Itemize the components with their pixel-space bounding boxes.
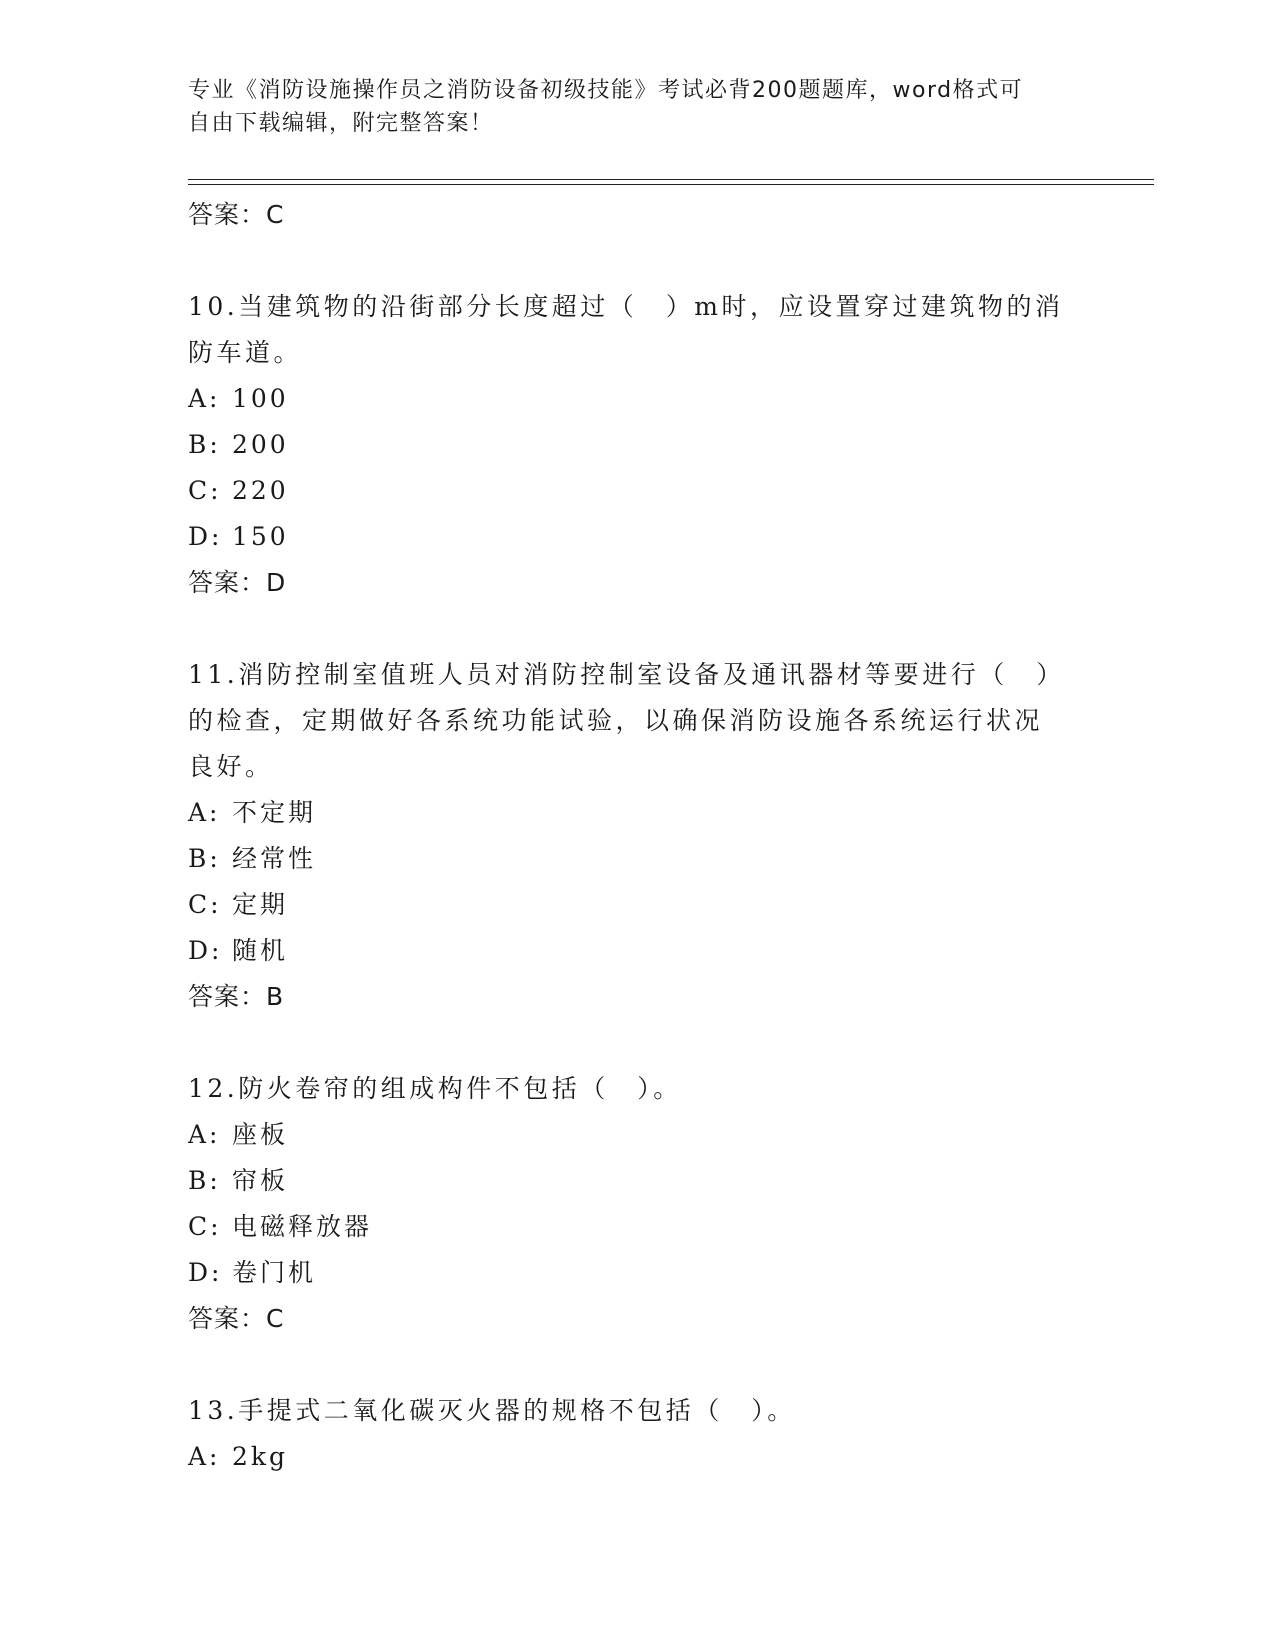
option-text: 150 xyxy=(232,522,289,551)
option-a xyxy=(188,376,1088,422)
option-letter: B: xyxy=(188,1166,221,1195)
option-text: 随机 xyxy=(232,936,289,965)
option-c xyxy=(188,882,1088,928)
option-a xyxy=(188,1112,1088,1158)
option-letter: C: xyxy=(188,1212,222,1241)
option-text: 220 xyxy=(232,476,289,505)
header-line-2: 自由下载编辑，附完整答案！ xyxy=(188,111,494,136)
option-b xyxy=(188,1158,1088,1204)
question-block xyxy=(188,284,1088,606)
question-text-line: 12.防火卷帘的组成构件不包括（ ）。 xyxy=(188,1074,682,1103)
option-c xyxy=(188,1204,1088,1250)
option-d xyxy=(188,928,1088,974)
question-block xyxy=(188,1388,1088,1480)
question-text-line: 良好。 xyxy=(188,752,274,781)
option-a xyxy=(188,790,1088,836)
option-b xyxy=(188,836,1088,882)
option-text: 定期 xyxy=(232,890,289,919)
option-text: 座板 xyxy=(232,1120,289,1149)
option-text: 不定期 xyxy=(232,798,317,827)
option-letter: B: xyxy=(188,430,221,459)
question-block xyxy=(188,652,1088,1020)
question-text-line: 11.消防控制室值班人员对消防控制室设备及通讯器材等要进行（ ） xyxy=(188,660,1065,689)
spacer xyxy=(188,1342,1088,1388)
option-text: 经常性 xyxy=(232,844,317,873)
option-text: 2kg xyxy=(232,1442,289,1471)
option-text: 100 xyxy=(232,384,289,413)
question-text-line: 的检查，定期做好各系统功能试验，以确保消防设施各系统运行状况 xyxy=(188,706,1044,735)
option-letter: A: xyxy=(188,384,221,413)
option-text: 电磁释放器 xyxy=(232,1212,373,1241)
spacer xyxy=(188,238,1088,284)
option-d xyxy=(188,514,1088,560)
question-text-line: 10.当建筑物的沿街部分长度超过（ ）m时，应设置穿过建筑物的消 xyxy=(188,292,1064,321)
document-header xyxy=(188,74,1068,140)
option-d xyxy=(188,1250,1088,1296)
option-letter: D: xyxy=(188,936,223,965)
question-list xyxy=(188,192,1088,1480)
previous-answer: 答案：C xyxy=(188,200,285,229)
option-c xyxy=(188,468,1088,514)
option-letter: A: xyxy=(188,1120,221,1149)
option-letter: B: xyxy=(188,844,221,873)
option-text: 卷门机 xyxy=(232,1258,317,1287)
option-letter: C: xyxy=(188,890,222,919)
option-letter: D: xyxy=(188,1258,223,1287)
option-letter: A: xyxy=(188,1442,221,1471)
question-block xyxy=(188,1066,1088,1342)
question-text-line: 防车道。 xyxy=(188,338,303,367)
header-line-1: 专业《消防设施操作员之消防设备初级技能》考试必背200题题库，word格式可 xyxy=(188,78,1024,103)
answer-line: 答案：C xyxy=(188,1304,285,1333)
answer-line: 答案：D xyxy=(188,568,287,597)
spacer xyxy=(188,606,1088,652)
spacer xyxy=(188,1020,1088,1066)
question-text-line: 13.手提式二氧化碳灭火器的规格不包括（ ）。 xyxy=(188,1396,796,1425)
option-letter: D: xyxy=(188,522,223,551)
option-letter: C: xyxy=(188,476,222,505)
answer-line: 答案：B xyxy=(188,982,285,1011)
option-a xyxy=(188,1434,1088,1480)
header-rule-top xyxy=(188,179,1154,180)
option-letter: A: xyxy=(188,798,221,827)
option-text: 200 xyxy=(232,430,289,459)
header-rule-bottom xyxy=(188,184,1154,185)
option-b xyxy=(188,422,1088,468)
option-text: 帘板 xyxy=(232,1166,289,1195)
